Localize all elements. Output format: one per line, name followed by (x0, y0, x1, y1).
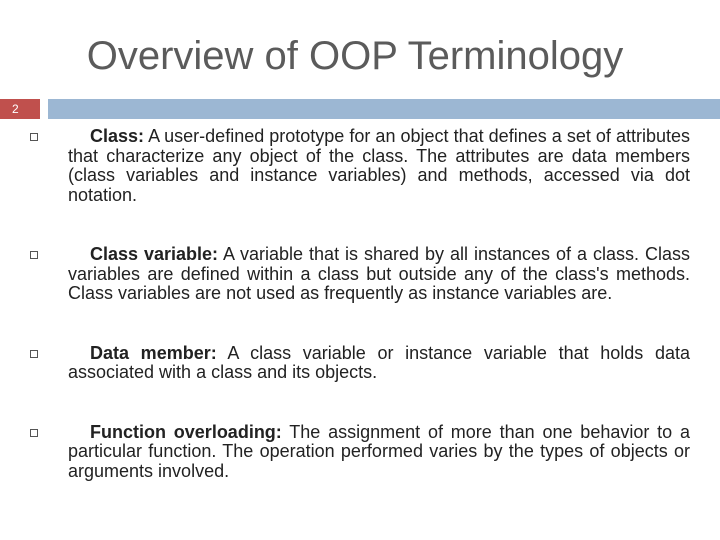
slide-title: Overview of OOP Terminology (86, 34, 624, 78)
square-bullet-icon (30, 133, 38, 141)
term-label: Class variable: (90, 244, 219, 264)
bullet-text (68, 127, 690, 205)
term-label: Class: (90, 126, 145, 146)
term-definition: A class variable or instance variable that holds data associated with a class and its objects. (68, 342, 690, 382)
term-definition: A variable that is shared by all instances of a class. Class variables are defined within a class but outside any of the class's methods. Class variables are not used as frequently as instance variables are. (68, 244, 691, 303)
term-definition: The assignment of more than one behavior to a particular function. The operation performed varies by the types of objects or arguments involved. (68, 421, 691, 481)
term-label: Data member: (90, 342, 217, 363)
square-bullet-icon (30, 350, 38, 358)
square-bullet-icon (30, 251, 38, 259)
header-bar (48, 99, 720, 119)
bullet-item-class (30, 127, 690, 205)
bullet-item-data-member (30, 344, 690, 383)
bullet-list (30, 127, 690, 521)
slide-number: 2 (0, 99, 40, 119)
term-definition: A user-defined prototype for an object that defines a set of attributes that characterize any object of the class. The attributes are data members (class variables and instance variables) and methods, accessed via dot notation. (68, 126, 690, 205)
bullet-item-function-overloading (30, 423, 690, 482)
bullet-text (68, 344, 690, 383)
bullet-text (68, 423, 690, 482)
bullet-item-class-variable (30, 245, 690, 304)
term-label: Function overloading: (90, 421, 282, 442)
square-bullet-icon (30, 429, 38, 437)
bullet-text (68, 245, 690, 304)
